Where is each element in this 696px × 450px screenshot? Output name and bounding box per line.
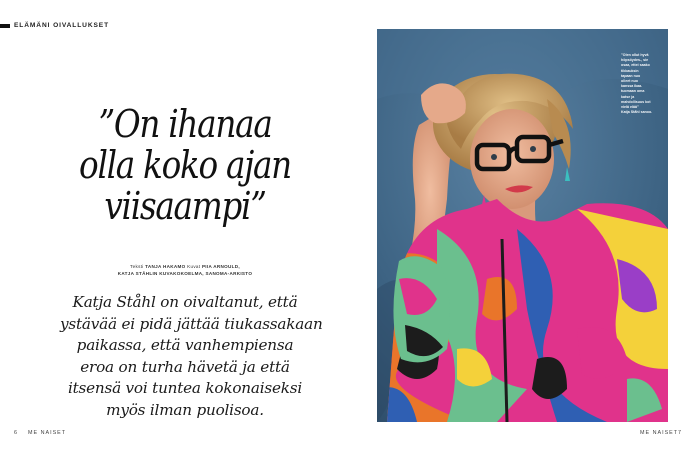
section-tag: [0, 22, 109, 29]
quote-line: olleet nuo: [621, 79, 638, 84]
article-lead: [60, 292, 323, 421]
quote-line: kanssa ikaa.: [621, 84, 643, 89]
section-label: ELÄMÄNI OIVALLUKSET: [14, 22, 110, 29]
page-number-left: 6: [14, 430, 18, 436]
text-prefix: Teksti: [130, 264, 144, 269]
quote-line: tuomaan oma: [621, 89, 645, 94]
lead-line: itsensä voi tuntea kokonaiseksi: [67, 379, 303, 397]
page-number-right: 7: [678, 430, 682, 436]
quote-line: tapaan nuo: [621, 73, 641, 78]
section-marker-bar: [0, 24, 10, 28]
headline-line: ”On ihanaa: [98, 102, 272, 146]
byline-credits: [60, 263, 310, 277]
magazine-name-left: ME NAISET: [28, 430, 67, 436]
lead-line: ystävää ei pidä jättää tiukassakaan: [60, 314, 323, 333]
lead-line: Katja Ståhl on oivaltanut, että: [72, 293, 298, 311]
quote-line: ”Olen ollut hyvä: [621, 53, 649, 57]
headline-line: olla koko ajan: [79, 143, 291, 187]
photo-pull-quote: [621, 53, 665, 115]
headline-line: viisaampi”: [104, 184, 266, 228]
lead-line: myös ilman puolisoa.: [106, 400, 264, 419]
quote-line: katse ja: [621, 94, 635, 99]
lead-line: eroa on turha hävetä ja että: [80, 357, 290, 376]
quote-line: osaa, ettei saako: [621, 63, 650, 68]
photos-prefix: Kuvat: [187, 264, 201, 269]
magazine-name-right: ME NAISET: [640, 430, 679, 436]
quote-line: Katja Ståhl sanoo.: [621, 110, 653, 115]
author-name: TANJA HAKAMO: [145, 264, 186, 269]
quote-line: tikkauksin: [621, 68, 639, 73]
lead-line: paikassa, että vanhempiensa: [76, 336, 294, 354]
quote-line: höpsöydes-, sie: [621, 58, 649, 63]
credits-line-2: KATJA STÅHLIN KUVAKOKOELMA, SANOMA-ARKISTO: [117, 271, 253, 276]
quote-line: mahdollisuus kot: [621, 99, 651, 104]
credits-line-1: [60, 263, 310, 270]
quote-line: vielä elää”: [621, 105, 639, 110]
photographer-name: PIIA ARNOULD,: [201, 264, 240, 269]
headline: [78, 104, 293, 227]
